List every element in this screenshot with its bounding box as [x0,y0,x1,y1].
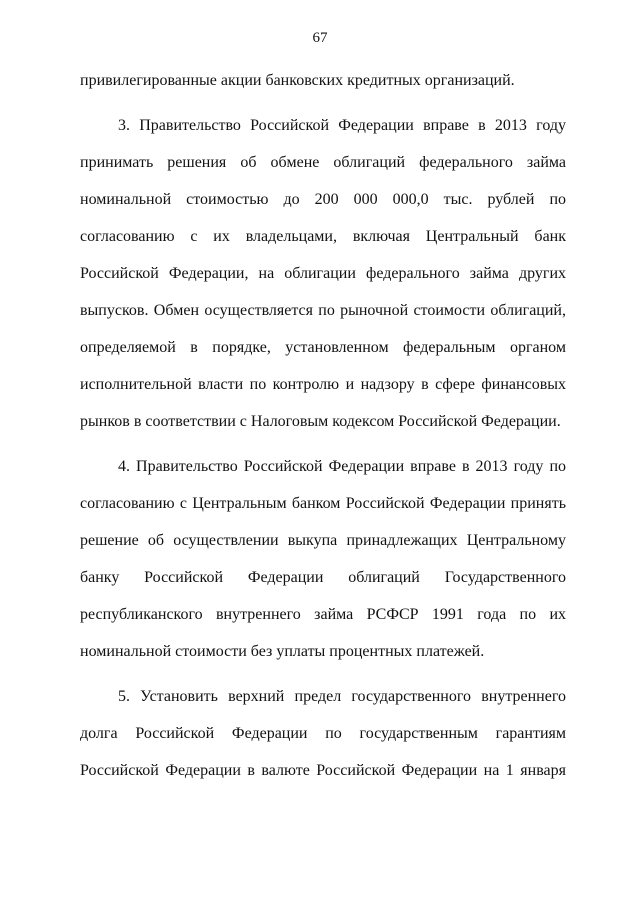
page-number: 67 [312,30,328,46]
paragraph-item-3: 3. Правительство Российской Федерации вправе в 2013 году принимать решения об обмене облигаций федерального займа номинальной стоимостью до 200 000 000,0 тыс. рублей по согласованию с их владельцами, включая Центральный банк Российской Федерации, на облигации федерального займа других выпусков. Обмен осуществляется по рыночной стоимости облигаций, определяемой в порядке, установленном федеральным органом исполнительной власти по контролю и надзору в сфере финансовых рынков в соответствии с Налоговым кодексом Российской Федерации. [80,117,566,430]
document-body [80,62,566,789]
paragraph-item-4: 4. Правительство Российской Федерации вправе в 2013 году по согласованию с Центральным банком Российской Федерации принять решение об осуществлении выкупа принадлежащих Центральному банку Российской Федерации облигаций Государственного республиканского внутреннего займа РСФСР 1991 года по их номинальной стоимости без уплаты процентных платежей. [80,458,566,660]
paragraph-item-5: 5. Установить верхний предел государственного внутреннего долга Российской Федерации по государственным гарантиям Российской Федерации в валюте Российской Федерации на 1 января [80,688,566,779]
paragraph-continuation: привилегированные акции банковских кредитных организаций. [80,72,515,89]
